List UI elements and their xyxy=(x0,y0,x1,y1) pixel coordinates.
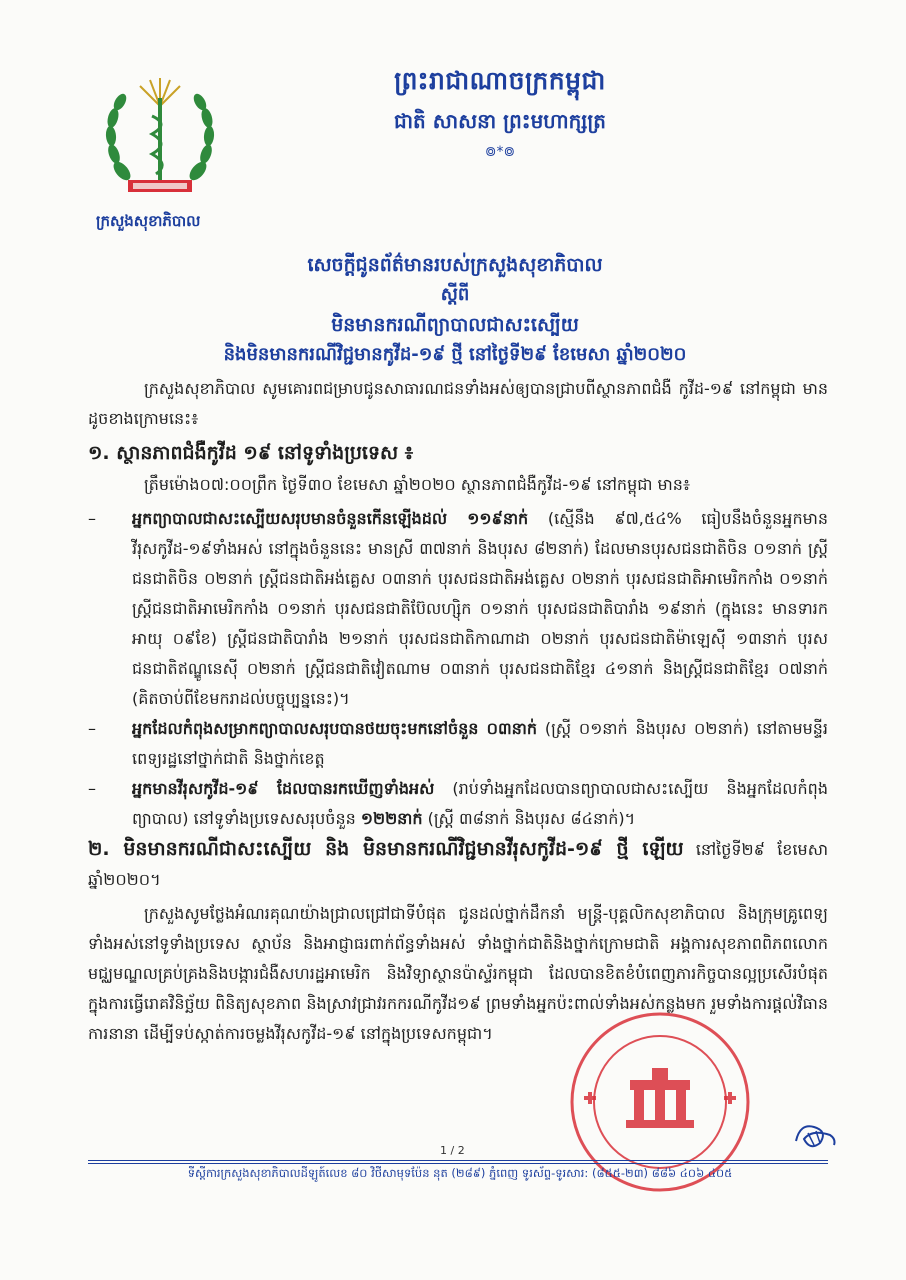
ministry-of-health-logo xyxy=(100,76,220,204)
bullet-recovered xyxy=(88,504,828,714)
page-number: 1 / 2 xyxy=(440,1144,465,1157)
bullet-dash: – xyxy=(88,509,96,528)
intro-paragraph: ក្រសួងសុខាភិបាល សូមគោរពជម្រាបជូនសាធារណជនទាំងអស់ឲ្យបានជ្រាបពីស្ថានភាពជំងឺ កូវីដ-១៩ នៅកម្ពុជា មានដូចខាងក្រោមនេះ៖ xyxy=(88,379,828,428)
section-1-lead: ត្រឹមម៉ោង០៧:០០ព្រឹក ថ្ងៃទី៣០ ខែមេសា ឆ្នាំ២០២០ ស្ថានភាពជំងឺកូវីដ-១៩ នៅកម្ពុជា មាន៖ xyxy=(144,475,690,494)
signature xyxy=(790,1115,840,1155)
title-line-2: ស្តីពី xyxy=(440,284,470,305)
bullet-bold-text: អ្នកមានវីរុសកូវីដ-១៩ ដែលបានរកឃើញទាំងអស់ xyxy=(132,779,435,798)
national-motto: ជាតិ សាសនា ព្រះមហាក្សត្រ xyxy=(394,109,606,133)
bullet-text xyxy=(132,714,828,774)
title-line-3: មិនមានករណីព្យាបាលជាសះស្បើយ xyxy=(331,314,579,336)
footer-divider xyxy=(88,1160,828,1161)
closing-paragraph: ក្រសួងសូមថ្លែងអំណរគុណយ៉ាងជ្រាលជ្រៅជាទីបំផុត ជូនដល់ថ្នាក់ដឹកនាំ មន្ត្រី-បុគ្គលិកសុខាភិបាល និងក្រុមគ្រូពេទ្យទាំងអស់នៅទូទាំងប្រទេស ស្ថាប័ន និងអាជ្ញាធរពាក់ព័ន្ធទាំងអស់ ទាំងថ្នាក់ជាតិនិងថ្នាក់ក្រោមជាតិ អង្គការសុខភាពពិភពលោក មជ្ឈមណ្ឌលគ្រប់គ្រងនិងបង្ការជំងឺសហរដ្ឋអាមេរិក និងវិទ្យាស្ថានប៉ាស្ទ័រកម្ពុជា ដែលបានខិតខំបំពេញភារកិច្ចបានល្អប្រសើរបំផុត ក្នុងការធ្វើរោគវិនិច្ឆ័យ ពិនិត្យសុខភាព និងស្រាវជ្រាវរកករណីកូវីដ១៩ ព្រមទាំងអ្នកប៉ះពាល់ទាំងអស់កន្លងមក រួមទាំងការផ្តល់វិធានការនានា ដើម្បីទប់ស្កាត់ការចម្លងវីរុសកូវីដ-១៩ នៅក្នុងប្រទេសកម្ពុជា។ xyxy=(88,904,828,1043)
section-1-heading: ១. ស្ថានភាពជំងឺកូវីដ ១៩ នៅទូទាំងប្រទេស ៖ xyxy=(88,442,414,464)
bullet-detail-text: (ស្ត្រី ០១នាក់ និងបុរស ០២នាក់) នៅតាមមន្ទីរពេទ្យរដ្ឋនៅថ្នាក់ជាតិ និងថ្នាក់ខេត្ត xyxy=(132,719,828,768)
section-2-heading-bold: ២. មិនមានករណីជាសះស្បើយ និង មិនមានករណីវិជ្ជមានវីរុសកូវីដ-១៩ ថ្មី ឡើយ xyxy=(88,838,684,860)
kingdom-header xyxy=(330,66,670,163)
bullet-dash: – xyxy=(88,719,96,738)
section-2-date: នៅថ្ងៃទី២៩ ខែមេសា ឆ្នាំ២០២០។ xyxy=(88,840,828,889)
bullet-detail-text-2: (ស្ត្រី ៣៨នាក់ និងបុរស ៨៤នាក់)។ xyxy=(422,809,636,828)
bullet-dash: – xyxy=(88,779,96,798)
kingdom-title: ព្រះរាជាណាចក្រកម្ពុជា xyxy=(394,66,606,95)
title-line-1: សេចក្តីជូនព័ត៌មានរបស់ក្រសួងសុខាភិបាល xyxy=(307,254,603,276)
bullet-text xyxy=(132,774,828,834)
bullet-detail-text: (ស្មើនឹង ៩៧,៥៤% ធៀបនឹងចំនួនអ្នកមានវីរុសកូវីដ-១៩ទាំងអស់ នៅក្នុងចំនួននេះ មានស្រី ៣៧នាក់ និងបុរស ៨២នាក់) ដែលមានបុរសជនជាតិចិន ០១នាក់ ស្ត្រីជនជាតិចិន ០២នាក់ ស្ត្រីជនជាតិអង់គ្លេស ០៣នាក់ បុរសជនជាតិអង់គ្លេស ០២នាក់ បុរសជនជាតិអាមេរិកកាំង ០១នាក់ ស្ត្រីជនជាតិអាមេរិកកាំង ០១នាក់ បុរសជនជាតិប៊ែលហ្ស៊ិក ០១នាក់ បុរសជនជាតិបារាំង ១៩នាក់ (ក្នុងនេះ មានទារកអាយុ ០៩ខែ) ស្ត្រីជនជាតិបារាំង ២១នាក់ បុរសជនជាតិកាណាដា ០២នាក់ បុរសជនជាតិម៉ាឡេស៊ី ១៣នាក់ បុរសជនជាតិឥណ្ឌូនេស៊ី ០២នាក់ ស្ត្រីជនជាតិវៀតណាម ០៣នាក់ បុរសជនជាតិខ្មែរ ៤១នាក់ និងស្ត្រីជនជាតិខ្មែរ ០៧នាក់ (គិតចាប់ពីខែមករាដល់បច្ចុប្បន្ននេះ)។ xyxy=(132,509,828,708)
bullet-text xyxy=(132,504,828,714)
document-body xyxy=(88,374,828,1053)
footer-divider-thin xyxy=(88,1163,828,1164)
bullet-under-treatment xyxy=(88,714,828,774)
bullet-total-cases xyxy=(88,774,828,834)
section-2-heading xyxy=(88,834,828,895)
footer-address: ទីស្តីការក្រសួងសុខាភិបាលដីឡូត៍លេខ ៨០ វិថីសាមុទប៉ែន នុត (២៨៩) ភ្នំពេញ ទូរស័ព្ទ-ទូរសារ: (៨៥៥-២៣) ៨៨៦ ៤០៦ ៤០៥ xyxy=(187,1166,733,1180)
ornament: ៙*៙ xyxy=(484,144,516,160)
bullet-detail-text: (រាប់ទាំងអ្នកដែលបានព្យាបាលជាសះស្បើយ និងអ្នកដែលកំពុងព្យាបាល) នៅទូទាំងប្រទេសសរុបចំនួន xyxy=(132,779,828,828)
title-line-4: និងមិនមានករណីវិជ្ជមានកូវីដ-១៩ ថ្មី នៅថ្ងៃទី២៩ ខែមេសា ឆ្នាំ២០២០ xyxy=(223,344,687,365)
bullet-bold-text: អ្នកព្យាបាលជាសះស្បើយសរុបមានចំនួនកើនឡើងដល់ ១១៩នាក់ xyxy=(132,509,529,528)
bullet-bold-text: អ្នកដែលកំពុងសម្រាកព្យាបាលសរុបបានថយចុះមកនៅចំនួន ០៣នាក់ xyxy=(132,719,538,738)
ministry-name: ក្រសួងសុខាភិបាល xyxy=(96,212,201,230)
document-title-block xyxy=(160,250,750,370)
bullet-bold-count: ១២២នាក់ xyxy=(360,809,423,828)
